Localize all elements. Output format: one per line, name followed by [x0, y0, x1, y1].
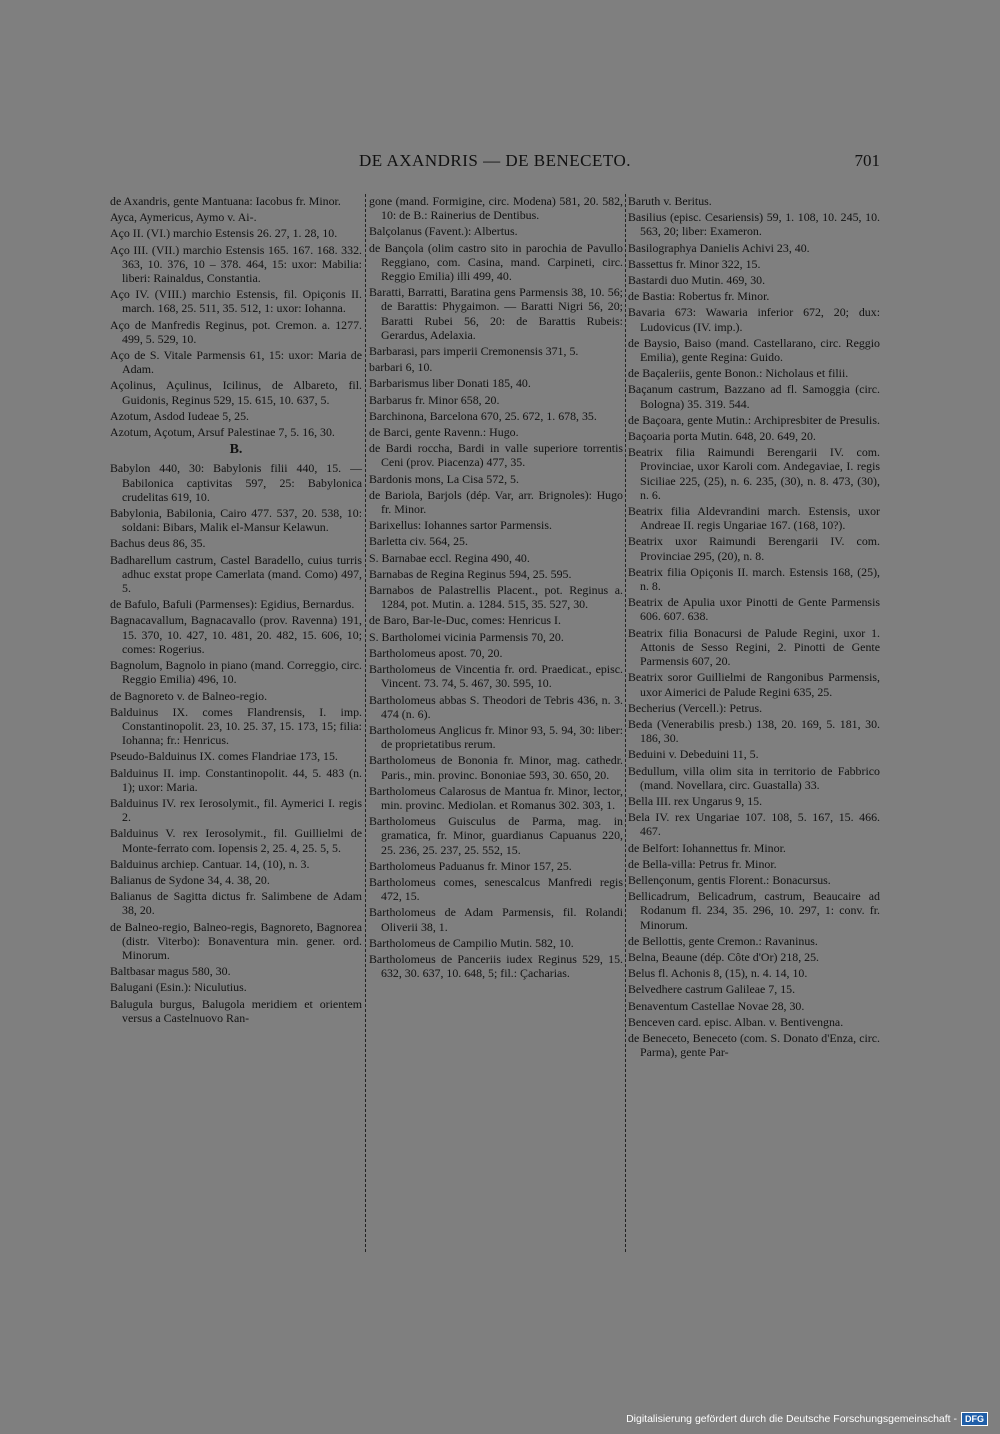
index-entry: Balçolanus (Favent.): Albertus. [369, 224, 518, 239]
column-divider [625, 194, 627, 1252]
index-entry: Bardonis mons, La Cisa 572, 5. [369, 471, 519, 486]
page-number: 701 [854, 151, 880, 170]
index-entry: Balduinus II. imp. Constantinopolit. 44, 5. 483 (n. 1); uxor: Maria. [110, 765, 362, 794]
index-entry: Ayca, Aymericus, Aymo v. Ai-. [110, 210, 257, 225]
index-entry: Bartholomeus Calarosus de Mantua fr. Minor, lector, min. provinc. Mediolan. et Romanus 302. 303, 1. [369, 783, 623, 812]
index-entry: Bassettus fr. Minor 322, 15. [628, 256, 761, 271]
index-entry: Bartholomeus Paduanus fr. Minor 157, 25. [369, 858, 572, 873]
index-entry: Bavaria 673: Wawaria inferior 672, 20; dux: Ludovicus (IV. imp.). [628, 305, 880, 334]
index-entry: Balugani (Esin.): Niculutius. [110, 980, 247, 995]
index-entry: de Beneceto, Beneceto (com. S. Donato d'Enza, circ. Parma), gente Par- [628, 1030, 880, 1060]
index-entry: de Bardi roccha, Bardi in valle superiore torrentis Ceni (prov. Piacenza) 477, 35. [369, 441, 623, 470]
index-entry: Basilius (episc. Cesariensis) 59, 1. 108, 10. 245, 10. 563, 20; liber: Exameron. [628, 210, 880, 239]
index-entry: de Bastia: Robertus fr. Minor. [628, 289, 770, 304]
index-entry: Bartholomeus apost. 70, 20. [369, 645, 503, 660]
index-entry: Benaventum Castellae Novae 28, 30. [628, 998, 805, 1013]
index-entry: Aço de S. Vitale Parmensis 61, 15: uxor: Maria de Adam. [110, 348, 362, 377]
index-entry: Barixellus: Iohannes sartor Parmensis. [369, 518, 552, 533]
index-entry: Baçoaria porta Mutin. 648, 20. 649, 20. [628, 429, 816, 444]
index-entry: Balianus de Sydone 34, 4. 38, 20. [110, 872, 270, 887]
index-entry: Balduinus archiep. Cantuar. 14, (10), n. 3. [110, 856, 310, 871]
index-entry: Baçanum castrum, Bazzano ad fl. Samoggia (circ. Bologna) 35. 319. 544. [628, 382, 880, 411]
index-entry: Beatrix uxor Raimundi Berengarii IV. com. Provinciae 295, (20), n. 8. [628, 534, 880, 563]
index-entry: Bastardi duo Mutin. 469, 30. [628, 273, 766, 288]
index-entry: Aço IV. (VIII.) marchio Estensis, fil. Opiçonis II. march. 168, 25. 511, 35. 512, 1: uxor: Iohanna. [110, 287, 362, 316]
index-entry: Barletta civ. 564, 25. [369, 534, 468, 549]
index-entry: Balduinus IV. rex Ierosolymit., fil. Aymerici I. regis 2. [110, 795, 362, 825]
index-entry: Belus fl. Achonis 8, (15), n. 4. 14, 10. [628, 966, 808, 981]
index-entry: Bartholomeus Anglicus fr. Minor 93, 5. 94, 30: liber: de proprietatibus rerum. [369, 722, 623, 752]
index-entry: Balduinus IX. comes Flandrensis, I. imp. Constantinopolit. 23, 10. 25. 37, 15. 173, 15; filia: Iohanna; fr.: Henricus. [110, 704, 362, 748]
page-header [110, 151, 880, 175]
index-entry: Barnabos de Palastrellis Placent., pot. Reginus a. 1284, pot. Mutin. a. 1284. 515, 35. 527, 30. [369, 583, 623, 612]
index-entry: Beatrix soror Guillielmi de Rangonibus Parmensis, uxor Aimerici de Palude Regini 635, 25. [628, 670, 880, 699]
index-entry: Aço II. (VI.) marchio Estensis 26. 27, 1. 28, 10. [110, 226, 338, 241]
index-entry: de Bellottis, gente Cremon.: Ravaninus. [628, 933, 818, 948]
index-entry: Baltbasar magus 580, 30. [110, 964, 231, 979]
index-entry: Aço de Manfredis Reginus, pot. Cremon. a. 1277. 499, 5. 529, 10. [110, 317, 362, 346]
section-letter: B. [229, 442, 243, 458]
index-entry: Bartholomeus abbas S. Theodori de Tebris 436, n. 3. 474 (n. 6). [369, 692, 623, 721]
index-entry: de Baysio, Baiso (mand. Castellarano, circ. Reggio Emilia), gente Regina: Guido. [628, 335, 880, 365]
index-entry: de Bagnoreto v. de Balneo-regio. [110, 688, 268, 703]
index-entry: Benceven card. episc. Alban. v. Bentivengna. [628, 1014, 844, 1029]
index-entry: de Balneo-regio, Balneo-regis, Bagnoreto, Bagnorea (distr. Viterbo): Bonaventura min. gener. ord. Minorum. [110, 919, 362, 962]
index-entry: Azotum, Açotum, Arsuf Palestinae 7, 5. 16, 30. [110, 425, 335, 440]
index-entry: Badharellum castrum, Castel Baradello, cuius turris adhuc exstat prope Camerlata (mand. Como) 497, 5. [110, 552, 362, 596]
index-entry: Babylonia, Babilonia, Cairo 477. 537, 20. 538, 10: soldani: Bibars, Malik el-Mansur Kelawun. [110, 506, 362, 535]
index-entry: Belna, Beaune (dép. Côte d'Or) 218, 25. [628, 949, 820, 964]
index-entry: Bagnacavallum, Bagnacavallo (prov. Ravenna) 191, 15. 370, 10. 427, 10. 481, 20. 482, 15. 606, 10; comes: Rogerius. [110, 613, 362, 656]
index-entry: Barchinona, Barcelona 670, 25. 672, 1. 678, 35. [369, 408, 597, 423]
column-divider [365, 194, 367, 1252]
index-entry: Bellicadrum, Belicadrum, castrum, Beaucaire ad Rodanum fl. 234, 35. 296, 10. 297, 1: conv. fr. Minorum. [628, 889, 880, 932]
index-column-3 [628, 194, 880, 1061]
index-entry: Basilographya Danielis Achivi 23, 40. [628, 240, 810, 255]
index-entry: Bartholomeus Guisculus de Parma, mag. in gramatica, fr. Minor, guardianus Capuanus 220, 25. 236, 25. 237, 25. 552, 15. [369, 814, 623, 857]
index-entry: Pseudo-Balduinus IX. comes Flandriae 173, 15. [110, 749, 338, 764]
index-entry: Bartholomeus comes, senescalcus Manfredi regis 472, 15. [369, 874, 623, 904]
page-title: DE AXANDRIS — DE BENECETO. [359, 151, 631, 170]
index-entry: Beatrix de Apulia uxor Pinotti de Gente Parmensis 606. 607. 638. [628, 595, 880, 624]
index-entry: Baruth v. Beritus. [628, 194, 712, 208]
index-entry: Bartholomeus de Campilio Mutin. 582, 10. [369, 935, 574, 950]
index-entry: gone (mand. Formigine, circ. Modena) 581, 20. 582, 10: de B.: Rainerius de Dentibus. [369, 194, 623, 223]
index-entry: Bella III. rex Ungarus 9, 15. [628, 793, 763, 808]
index-entry: Bartholomeus de Adam Parmensis, fil. Rolandi Oliverii 38, 1. [369, 905, 623, 934]
index-entry: de Belfort: Iohannettus fr. Minor. [628, 840, 786, 855]
index-entry: Baratti, Barratti, Baratina gens Parmensis 38, 10. 56; de Barattis: Phygaimon. — Baratti Nigri 56, 20; Baratti Rubei 56, 20: de Barattis Rubeis: Gerardus, Adelaxia. [369, 285, 623, 342]
index-entry: Bartholomeus de Bononia fr. Minor, mag. cathedr. Paris., min. provinc. Bononiae 593, 30. 650, 20. [369, 753, 623, 782]
index-entry: de Bariola, Barjols (dép. Var, arr. Brignoles): Hugo fr. Minor. [369, 487, 623, 517]
index-entry: Beda (Venerabilis presb.) 138, 20. 169, 5. 181, 30. 186, 30. [628, 716, 880, 746]
index-entry: Aço III. (VII.) marchio Estensis 165. 167. 168. 332. 363, 10. 376, 10 – 378. 464, 15: uxor: Mabilia: liberi: Rainaldus, Constantia. [110, 242, 362, 286]
index-entry: de Bella-villa: Petrus fr. Minor. [628, 856, 777, 871]
index-entry: de Baçoara, gente Mutin.: Archipresbiter de Presulis. [628, 412, 880, 427]
index-entry: Balugula burgus, Balugola meridiem et orientem versus a Castelnuovo Ran- [110, 996, 362, 1025]
index-entry: Beatrix filia Opiçonis II. march. Estensis 168, (25), n. 8. [628, 564, 880, 594]
index-entry: Babylon 440, 30: Babylonis filii 440, 15. — Babilonica captivitas 597, 25: Babylonica crudelitas 619, 10. [110, 461, 362, 504]
index-entry: Beatrix filia Aldevrandini march. Estensis, uxor Andreae II. regis Ungariae 167. (168, 10?). [628, 504, 880, 533]
index-entry: Bartholomeus de Panceriis iudex Reginus 529, 15. 632, 30. 637, 10. 648, 5; fil.: Çacharias. [369, 951, 623, 981]
index-entry: Azotum, Asdod Iudeae 5, 25. [110, 408, 250, 423]
index-entry: Açolinus, Açulinus, Icilinus, de Albareto, fil. Guidonis, Reginus 529, 15. 615, 10. 637, 5. [110, 378, 362, 407]
index-entry: Bachus deus 86, 35. [110, 536, 206, 551]
index-entry: Barbarus fr. Minor 658, 20. [369, 392, 500, 407]
index-entry: Bedullum, villa olim sita in territorio de Fabbrico (mand. Novellara, circ. Guastalla) 33. [628, 763, 880, 792]
dfg-logo: DFG [961, 1412, 988, 1426]
index-entry: Beatrix filia Bonacursi de Palude Regini, uxor 1. Attonis de Sesso Regini, 2. Pinotti de Gente Parmensis 607, 20. [628, 625, 880, 669]
index-entry: Beatrix filia Raimundi Berengarii IV. com. Provinciae, uxor Karoli com. Andegaviae, I. regis Siciliae 225, (25), n. 6. 235, (30), n. 8. 473, (30), n. 6. [628, 445, 880, 502]
index-entry: de Bançola (olim castro sito in parochia de Pavullo Reggiano, com. Casina, mand. Carpineti, circ. Reggio Emilia) illi 499, 40. [369, 240, 623, 284]
index-entry: barbari 6, 10. [369, 360, 433, 375]
index-column-2 [369, 194, 623, 982]
index-entry: Barbarismus liber Donati 185, 40. [369, 376, 531, 391]
page-footer [626, 1412, 988, 1426]
index-entry: de Barci, gente Ravenn.: Hugo. [369, 425, 519, 440]
index-entry: Barnabas de Regina Reginus 594, 25. 595. [369, 566, 572, 581]
index-entry: Bartholomeus de Vincentia fr. ord. Praedicat., episc. Vincent. 73. 74, 5. 467, 30. 595, 10. [369, 662, 623, 691]
index-entry: S. Barnabae eccl. Regina 490, 40. [369, 550, 530, 565]
footer-text: Digitalisierung gefördert durch die Deutsche Forschungsgemeinschaft - [626, 1413, 957, 1425]
index-entry: de Bafulo, Bafuli (Parmenses): Egidius, Bernardus. [110, 597, 355, 612]
index-entry: de Baro, Bar-le-Duc, comes: Henricus I. [369, 613, 561, 628]
index-entry: Barbarasi, pars imperii Cremonensis 371, 5. [369, 344, 579, 359]
index-entry: Bagnolum, Bagnolo in piano (mand. Correggio, circ. Reggio Emilia) 496, 10. [110, 658, 362, 687]
index-entry: de Baçaleriis, gente Bonon.: Nicholaus et filii. [628, 366, 849, 381]
index-entry: S. Bartholomei vicinia Parmensis 70, 20. [369, 629, 564, 644]
index-entry: de Axandris, gente Mantuana: Iacobus fr. Minor. [110, 194, 341, 208]
index-entry: Bela IV. rex Ungariae 107. 108, 5. 167, 15. 466. 467. [628, 810, 880, 839]
index-entry: Beduini v. Debeduini 11, 5. [628, 747, 759, 762]
index-entry: Bellençonum, gentis Florent.: Bonacursus. [628, 872, 831, 887]
index-column-1 [110, 194, 362, 1027]
index-entry: Becherius (Vercell.): Petrus. [628, 700, 763, 715]
index-entry: Balianus de Sagitta dictus fr. Salimbene de Adam 38, 20. [110, 889, 362, 918]
index-entry: Belvedhere castrum Galileae 7, 15. [628, 982, 796, 997]
index-entry: Balduinus V. rex Ierosolymit., fil. Guillielmi de Monte-ferrato com. Iopensis 2, 25. 4, 25. 5, 5. [110, 826, 362, 855]
